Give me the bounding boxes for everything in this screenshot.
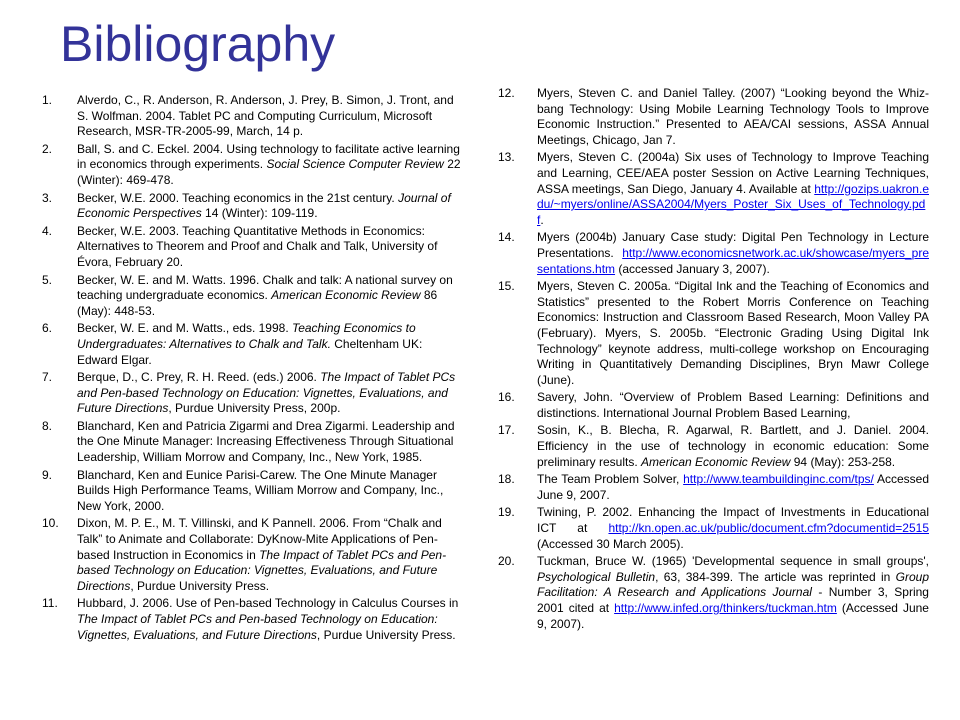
entry-text <box>537 423 929 468</box>
entry-text-part: Becker, W.E. 2000. Teaching economics in the 21st century. <box>77 190 399 205</box>
entry-text-part: Twining, P. 2002. Enhancing the Impact of Investments in Educational ICT at <box>537 505 929 536</box>
bibliography-entry <box>34 142 466 189</box>
entry-text <box>537 554 929 630</box>
entry-text-part: 86 (May): 448-53. <box>77 288 438 318</box>
entry-italic-text: Teaching Economics to Undergraduates: Alternatives to Chalk and Talk. <box>77 321 416 351</box>
reference-link[interactable]: http://www.infed.org/thinkers/tuckman.htm <box>614 601 837 615</box>
entry-number: 15. <box>498 279 515 294</box>
entry-italic-text: Social Science Computer Review <box>266 157 444 172</box>
entry-text-part: 94 (May): 253-258. <box>790 454 896 469</box>
entry-text-part: Savery, John. “Overview of Problem Based Learning: Definitions and distinctions. International Journal Problem Based Learning, <box>537 390 929 420</box>
entry-number: 2. <box>42 141 53 156</box>
entry-number: 5. <box>42 272 53 287</box>
entry-text-part: , Purdue University Press. <box>130 578 270 593</box>
entry-number: 17. <box>498 423 515 438</box>
entry-number: 1. <box>42 93 53 107</box>
entry-number: 13. <box>498 150 515 165</box>
entry-italic-text: American Economic Review <box>641 454 791 469</box>
entry-text-part: Alverdo, C., R. Anderson, R. Anderson, J. Prey, B. Simon, J. Tront, and S. Wolfman. 2004. Tablet PC and Computing Curriculum, Microsoft Research, MSR-TR-2005-99, March, 14 p. <box>77 93 454 139</box>
entry-text <box>537 472 929 502</box>
entry-text-part: , Purdue University Press, 200p. <box>168 401 341 416</box>
entry-text-part: - Number 3, Spring 2001 cited at <box>537 585 929 615</box>
bibliography-entry <box>34 596 466 643</box>
reference-link[interactable]: http://www.economicsnetwork.ac.uk/showcase/myers_presentations.htm <box>537 245 929 276</box>
entry-text <box>537 279 929 387</box>
entry-text <box>77 596 458 641</box>
entry-text-part: Myers (2004b) January Case study: Digital Pen Technology in Lecture Presentations. <box>537 230 929 260</box>
entry-number: 7. <box>42 370 53 385</box>
entry-number: 3. <box>42 190 53 205</box>
entry-number: 9. <box>42 467 53 482</box>
entry-text-part: . <box>540 212 544 227</box>
entry-number: 11. <box>42 596 58 611</box>
entry-text <box>537 390 929 420</box>
bibliography-entry <box>34 191 466 222</box>
entry-text-part: Blanchard, Ken and Eunice Parisi-Carew. The One Minute Manager Builds High Performance Teams, William Morrow and Company, Inc., New York, 2000. <box>77 467 444 513</box>
entry-italic-text: American Economic Review <box>271 288 421 303</box>
entry-text <box>537 230 929 275</box>
bibliography-entry <box>498 554 929 632</box>
bibliography-entry <box>498 86 929 148</box>
entry-text <box>537 86 929 147</box>
entry-number: 8. <box>42 418 53 433</box>
entry-text-part: Myers, Steven C. (2004a) Six uses of Technology to Improve Teaching and Learning, CEE/AEA poster Session on Active Learning Techniques, ASSA meetings, San Diego, January 4. Available at <box>537 150 929 196</box>
entry-text-part: 22 (Winter): 469-478. <box>77 157 461 187</box>
bibliography-entry <box>498 230 929 277</box>
bibliography-entry <box>498 505 929 552</box>
bibliography-entry <box>34 224 466 271</box>
entry-text-part: Becker, W. E. and M. Watts., eds. 1998. <box>77 321 292 336</box>
entry-text <box>77 321 422 366</box>
slide-title: Bibliography <box>60 16 336 72</box>
entry-number: 18. <box>498 472 515 487</box>
bibliography-entry <box>498 423 929 470</box>
entry-text-part: Berque, D., C. Prey, R. H. Reed. (eds.) 2006. <box>77 370 321 385</box>
entry-text <box>77 191 451 221</box>
entry-text-part: Myers, Steven C. and Daniel Talley. (2007) “Looking beyond the Whiz-bang Technology: Using Mobile Learning Technology Tools to Improve Economic Instruction.” Presented to AEA/CAI sessions, ASSA Annual Meetings, Chicago, Jan 7. <box>537 86 929 147</box>
entry-text-part: (accessed January 3, 2007). <box>615 261 770 276</box>
entry-number: 14. <box>498 230 515 245</box>
reference-link[interactable]: http://www.teambuildinginc.com/tps/ <box>683 472 874 487</box>
entry-text-part: , Purdue University Press. <box>316 627 456 642</box>
entry-text-part: (Accessed June 9, 2007). <box>537 601 929 631</box>
entry-number: 19. <box>498 505 515 520</box>
bibliography-entry <box>498 472 929 503</box>
entry-text <box>77 419 455 464</box>
entry-italic-text: Journal of Economic Perspectives <box>77 190 451 221</box>
entry-number: 4. <box>42 223 53 238</box>
entry-italic-text: The Impact of Tablet PCs and Pen-based Technology on Education: Vignettes, Evaluations, and Future Directions <box>77 370 456 416</box>
entry-text <box>537 150 929 226</box>
entry-italic-text: The Impact of Tablet PCs and Pen-based Technology on Education: Vignettes, Evaluations, and Future Directions <box>77 612 438 642</box>
entry-text-part: Hubbard, J. 2006. Use of Pen-based Technology in Calculus Courses in <box>77 596 459 611</box>
reference-link[interactable]: http://gozips.uakron.edu/~myers/online/ASSA2004/Myers_Poster_Six_Uses_of_Technology.pdf <box>537 181 929 227</box>
bibliography-entry <box>34 370 466 417</box>
entry-text <box>537 505 929 550</box>
bibliography-entry <box>498 150 929 228</box>
bibliography-entry <box>34 321 466 368</box>
entry-text-part: , 63, 384-399. The article was reprinted in <box>655 569 896 584</box>
entry-italic-text: The Impact of Tablet PCs and Pen-based Technology on Education: Vignettes, Evaluations, and Future Directions <box>77 547 447 593</box>
entry-text-part: Becker, W.E. 2003. Teaching Quantitative Methods in Economics: Alternatives to Theorem and Proof and Chalk and Talk, University of Évora, February 20. <box>77 223 438 269</box>
entry-text-part: (Accessed 30 March 2005). <box>537 536 684 551</box>
entry-text-part: Tuckman, Bruce W. (1965) 'Developmental sequence in small groups', <box>537 554 929 569</box>
entry-number: 10. <box>42 516 59 531</box>
entry-text <box>77 273 453 318</box>
bibliography-entry <box>34 468 466 515</box>
entry-text-part: 14 (Winter): 109-119. <box>201 206 318 221</box>
entry-italic-text: Group Facilitation: A Research and Applications Journal <box>537 569 929 600</box>
entry-text <box>77 516 446 592</box>
entry-text <box>77 370 455 415</box>
entry-text <box>77 142 461 187</box>
entry-text-part: Cheltenham UK: Edward Elgar. <box>77 336 423 367</box>
bibliography-entry <box>34 516 466 594</box>
entry-text-part: Blanchard, Ken and Patricia Zigarmi and Drea Zigarmi. Leadership and the One Minute Manager: Increasing Effectiveness Through Situational Leadership, William Morrow and Company, Inc., New York, 1985. <box>77 418 455 465</box>
entry-number: 16. <box>498 390 515 405</box>
entry-text-part: Dixon, M. P. E., M. T. Villinski, and K Pannell. 2006. From “Chalk and Talk” to Animate and Collaborate: DyKnow-Mite Applications of Pen-based Instruction in Economics in <box>77 516 442 562</box>
entry-italic-text: Psychological Bulletin <box>537 569 656 584</box>
bibliography-left-column <box>34 93 466 645</box>
bibliography-entry <box>498 390 929 421</box>
bibliography-entry <box>34 93 466 140</box>
entry-text-part: Accessed June 9, 2007. <box>537 472 929 502</box>
bibliography-entry <box>34 273 466 320</box>
entry-text-part: Ball, S. and C. Eckel. 2004. Using technology to facilitate active learning in economics through experiments. <box>77 141 460 172</box>
entry-text <box>77 93 454 138</box>
entry-text-part: Becker, W. E. and M. Watts. 1996. Chalk and talk: A national survey on teaching undergraduate economics. <box>77 272 453 303</box>
bibliography-entry <box>34 419 466 466</box>
entry-number: 20. <box>498 554 515 569</box>
bibliography-right-column <box>498 86 929 634</box>
entry-number: 12. <box>498 86 515 100</box>
entry-text-part: Myers, Steven C. 2005a. “Digital Ink and the Teaching of Economics and Statistics” presented to the Robert Morris Conference on Teaching Economics: Instruction and Classroom Based Research, Moon Valley PA (February). Myers, S. 2005b. “Electronic Grading Using Digital Ink Technology” keynote address, multi-college workshop on Encouraging Writing in Quantitatively Demanding Disciplines, Bryn Mawr College (June). <box>537 279 929 387</box>
reference-link[interactable]: http://kn.open.ac.uk/public/document.cfm?documentid=2515 <box>608 521 929 536</box>
bibliography-entry <box>498 279 929 388</box>
entry-text-part: Sosin, K., B. Blecha, R. Agarwal, R. Bartlett, and J. Daniel. 2004. Efficiency in the use of technology in economic education: Some preliminary results. <box>537 423 929 469</box>
entry-text-part: The Team Problem Solver, <box>537 472 684 487</box>
entry-text <box>77 224 437 269</box>
entry-number: 6. <box>42 321 53 336</box>
entry-text <box>77 468 443 513</box>
